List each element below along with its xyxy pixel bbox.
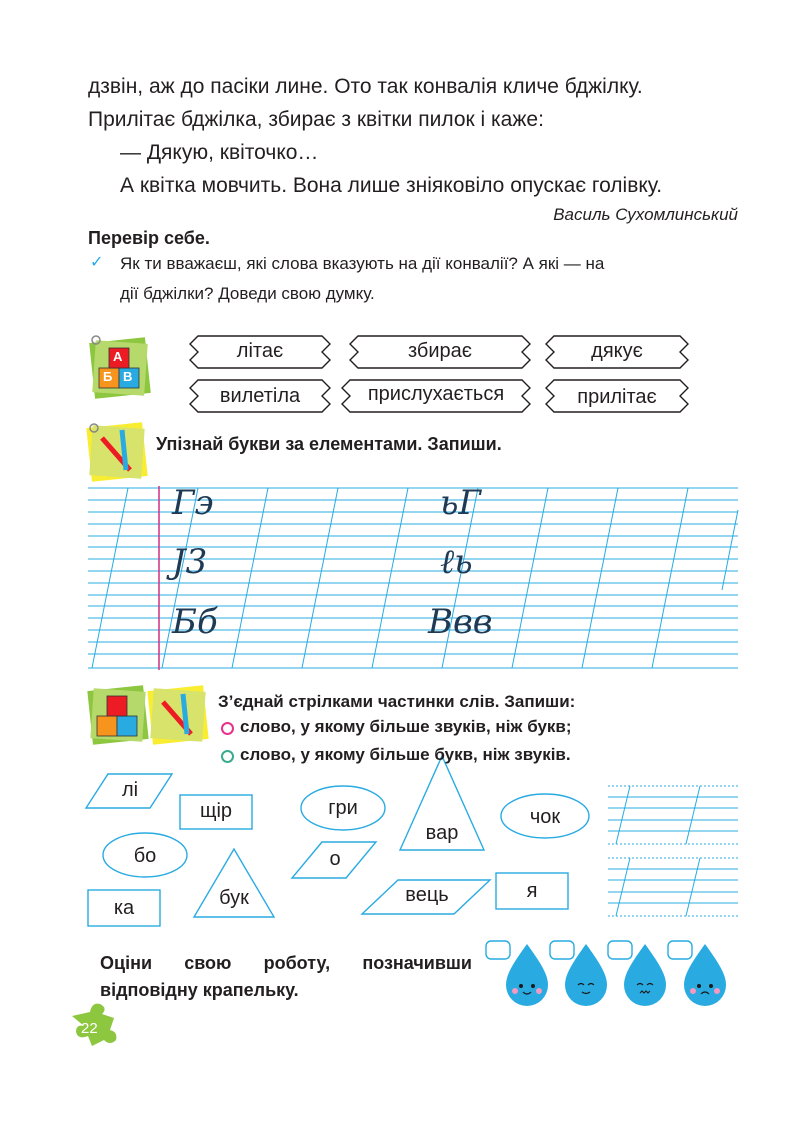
block-letter-1: Б	[103, 369, 113, 384]
drop-content[interactable]	[550, 941, 607, 1006]
checkmark-icon: ✓	[90, 254, 104, 271]
piece-hry[interactable]: гри	[328, 797, 358, 819]
piece-bo[interactable]: бо	[133, 845, 157, 867]
green-bullet-icon	[221, 750, 234, 763]
story-author: Василь Сухомлинський	[553, 205, 738, 224]
pink-bullet-icon	[221, 722, 234, 735]
check-question-line-2: дії бджілки? Доведи свою думку.	[120, 284, 375, 303]
piece-ka[interactable]: ка	[113, 897, 135, 919]
join-item-2: слово, у якому більше букв, ніж звуків.	[240, 745, 571, 764]
evaluate-line-2: відповідну крапельку.	[100, 980, 299, 1000]
answer-lines	[608, 786, 738, 916]
letters-task-title: Упізнай букви за елементами. Запиши.	[156, 434, 502, 454]
word-tag: вилетіла	[219, 385, 301, 407]
story-line-3: — Дякую, квіточко…	[120, 141, 319, 164]
word-tag: літає	[236, 340, 284, 362]
story-line-1: дзвін, аж до пасіки лине. Ото так конвалія кличе бджілку.	[88, 75, 643, 98]
script-letters-1b: ьГ	[440, 483, 482, 523]
blocks-icon	[89, 336, 151, 399]
story-line-4: А квітка мовчить. Вона лише зніяковіло опускає голівку.	[120, 174, 663, 197]
script-letters-3b: Ввв	[428, 602, 493, 642]
script-letters-2a: Ј3	[172, 542, 208, 582]
join-task-title: З’єднай стрілками частинки слів. Запиши:	[218, 692, 576, 711]
page-number: 22	[81, 1020, 98, 1037]
piece-var[interactable]: вар	[425, 822, 459, 844]
piece-ya[interactable]: я	[526, 880, 538, 902]
word-tag: прислухається	[367, 383, 505, 405]
drop-sad[interactable]	[668, 941, 726, 1006]
script-letters-3a: Бб	[172, 602, 218, 642]
script-letters-1a: Гэ	[172, 483, 214, 523]
check-title: Перевір себе.	[88, 228, 210, 248]
drop-happy[interactable]	[486, 941, 548, 1006]
piece-vets[interactable]: вець	[405, 884, 449, 906]
pencil-icon	[86, 422, 147, 482]
piece-li[interactable]: лі	[121, 779, 139, 801]
piece-chok[interactable]: чок	[529, 806, 561, 828]
check-question-line-1: Як ти вважаєш, які слова вказують на дії конвалії? А які — на	[120, 254, 605, 273]
word-tag: прилітає	[577, 386, 657, 408]
pencil-icon-2	[147, 685, 208, 745]
word-tag: збирає	[407, 340, 473, 362]
block-letter-2: В	[123, 369, 133, 384]
script-letters-2b: ℓь	[440, 542, 473, 582]
word-tag: дякує	[591, 340, 643, 362]
evaluate-line-1: Оціни свою роботу, позначивши	[100, 953, 472, 973]
piece-buk[interactable]: бук	[219, 887, 249, 909]
blocks-icon-2	[87, 685, 148, 745]
piece-o[interactable]: о	[329, 848, 341, 870]
story-line-2: Прилітає бджілка, збирає з квітки пилок і каже:	[88, 108, 544, 131]
join-item-1: слово, у якому більше звуків, ніж букв;	[240, 717, 572, 736]
drop-unsure[interactable]	[608, 941, 666, 1006]
piece-shchir[interactable]: щір	[199, 800, 233, 822]
block-letter-3: А	[113, 349, 123, 364]
drop-rating	[486, 941, 726, 1006]
